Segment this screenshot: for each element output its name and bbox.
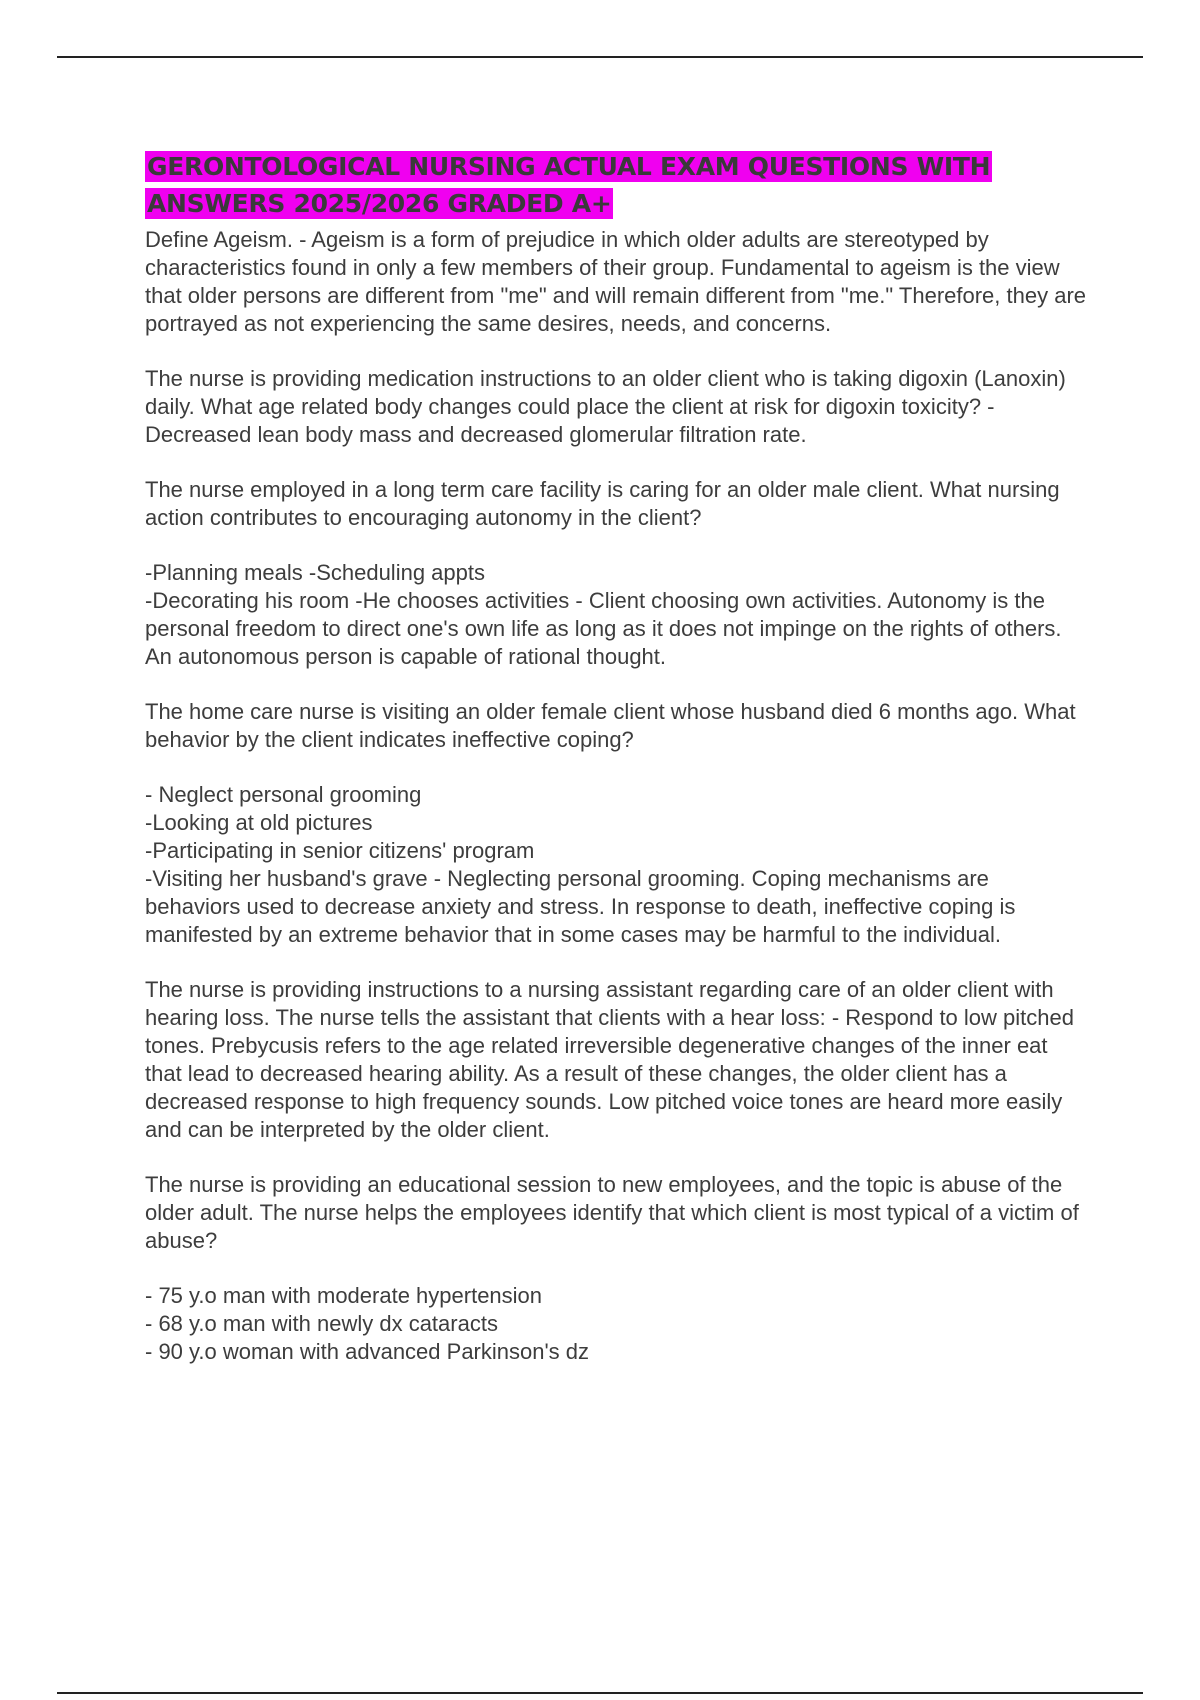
document-content [145,148,1090,1366]
title-highlight: GERONTOLOGICAL NURSING ACTUAL EXAM QUESTIONS WITH ANSWERS 2025/2026 GRADED A+ [147,152,991,218]
paragraph-digoxin-question: The nurse is providing medication instructions to an older client who is taking digoxin (Lanoxin) daily. What age related body changes could place the client at risk for digoxin toxicity? - Decreased lean body mass and decreased glomerular filtration rate. [145,366,1066,447]
bottom-rule [57,1692,1143,1694]
top-rule [57,56,1143,58]
paragraph-coping-question: The home care nurse is visiting an older female client whose husband died 6 months ago. What behavior by the client indicates ineffective coping? [145,699,1076,752]
paragraph-hearing-loss: The nurse is providing instructions to a nursing assistant regarding care of an older client with hearing loss. The nurse tells the assistant that clients with a hear loss: - Respond to low pitched tones. Prebycusis refers to the age related irreversible degenerative changes of the inner eat that lead to decreased hearing ability. As a result of these changes, the older client has a decreased response to high frequency sounds. Low pitched voice tones are heard more easily and can be interpreted by the older client. [145,977,1074,1142]
document-body [145,226,1090,1366]
paragraph-autonomy-question: The nurse employed in a long term care facility is caring for an older male client. What nursing action contributes to encouraging autonomy in the client? [145,477,1060,530]
paragraph-autonomy-answer: -Planning meals -Scheduling appts -Decorating his room -He chooses activities - Client choosing own activities. Autonomy is the personal freedom to direct one's own life as long as it does not impinge on the rights of others. An autonomous person is capable of rational thought. [145,560,1062,669]
paragraph-coping-answer: - Neglect personal grooming -Looking at old pictures -Participating in senior citizens' program -Visiting her husband's grave - Neglecting personal grooming. Coping mechanisms are behaviors used to decrease anxiety and stress. In response to death, ineffective coping is manifested by an extreme behavior that in some cases may be harmful to the individual. [145,782,1016,947]
paragraph-abuse-question: The nurse is providing an educational session to new employees, and the topic is abuse of the older adult. The nurse helps the employees identify that which client is most typical of a victim of abuse? [145,1172,1079,1253]
paragraph-ageism-definition: Define Ageism. - Ageism is a form of prejudice in which older adults are stereotyped by characteristics found in only a few members of their group. Fundamental to ageism is the view that older persons are different from "me" and will remain different from "me." Therefore, they are portrayed as not experiencing the same desires, needs, and concerns. [145,227,1087,336]
paragraph-abuse-options: - 75 y.o man with moderate hypertension - 68 y.o man with newly dx cataracts - 90 y.o woman with advanced Parkinson's dz [145,1283,590,1364]
document-title [145,148,1090,222]
